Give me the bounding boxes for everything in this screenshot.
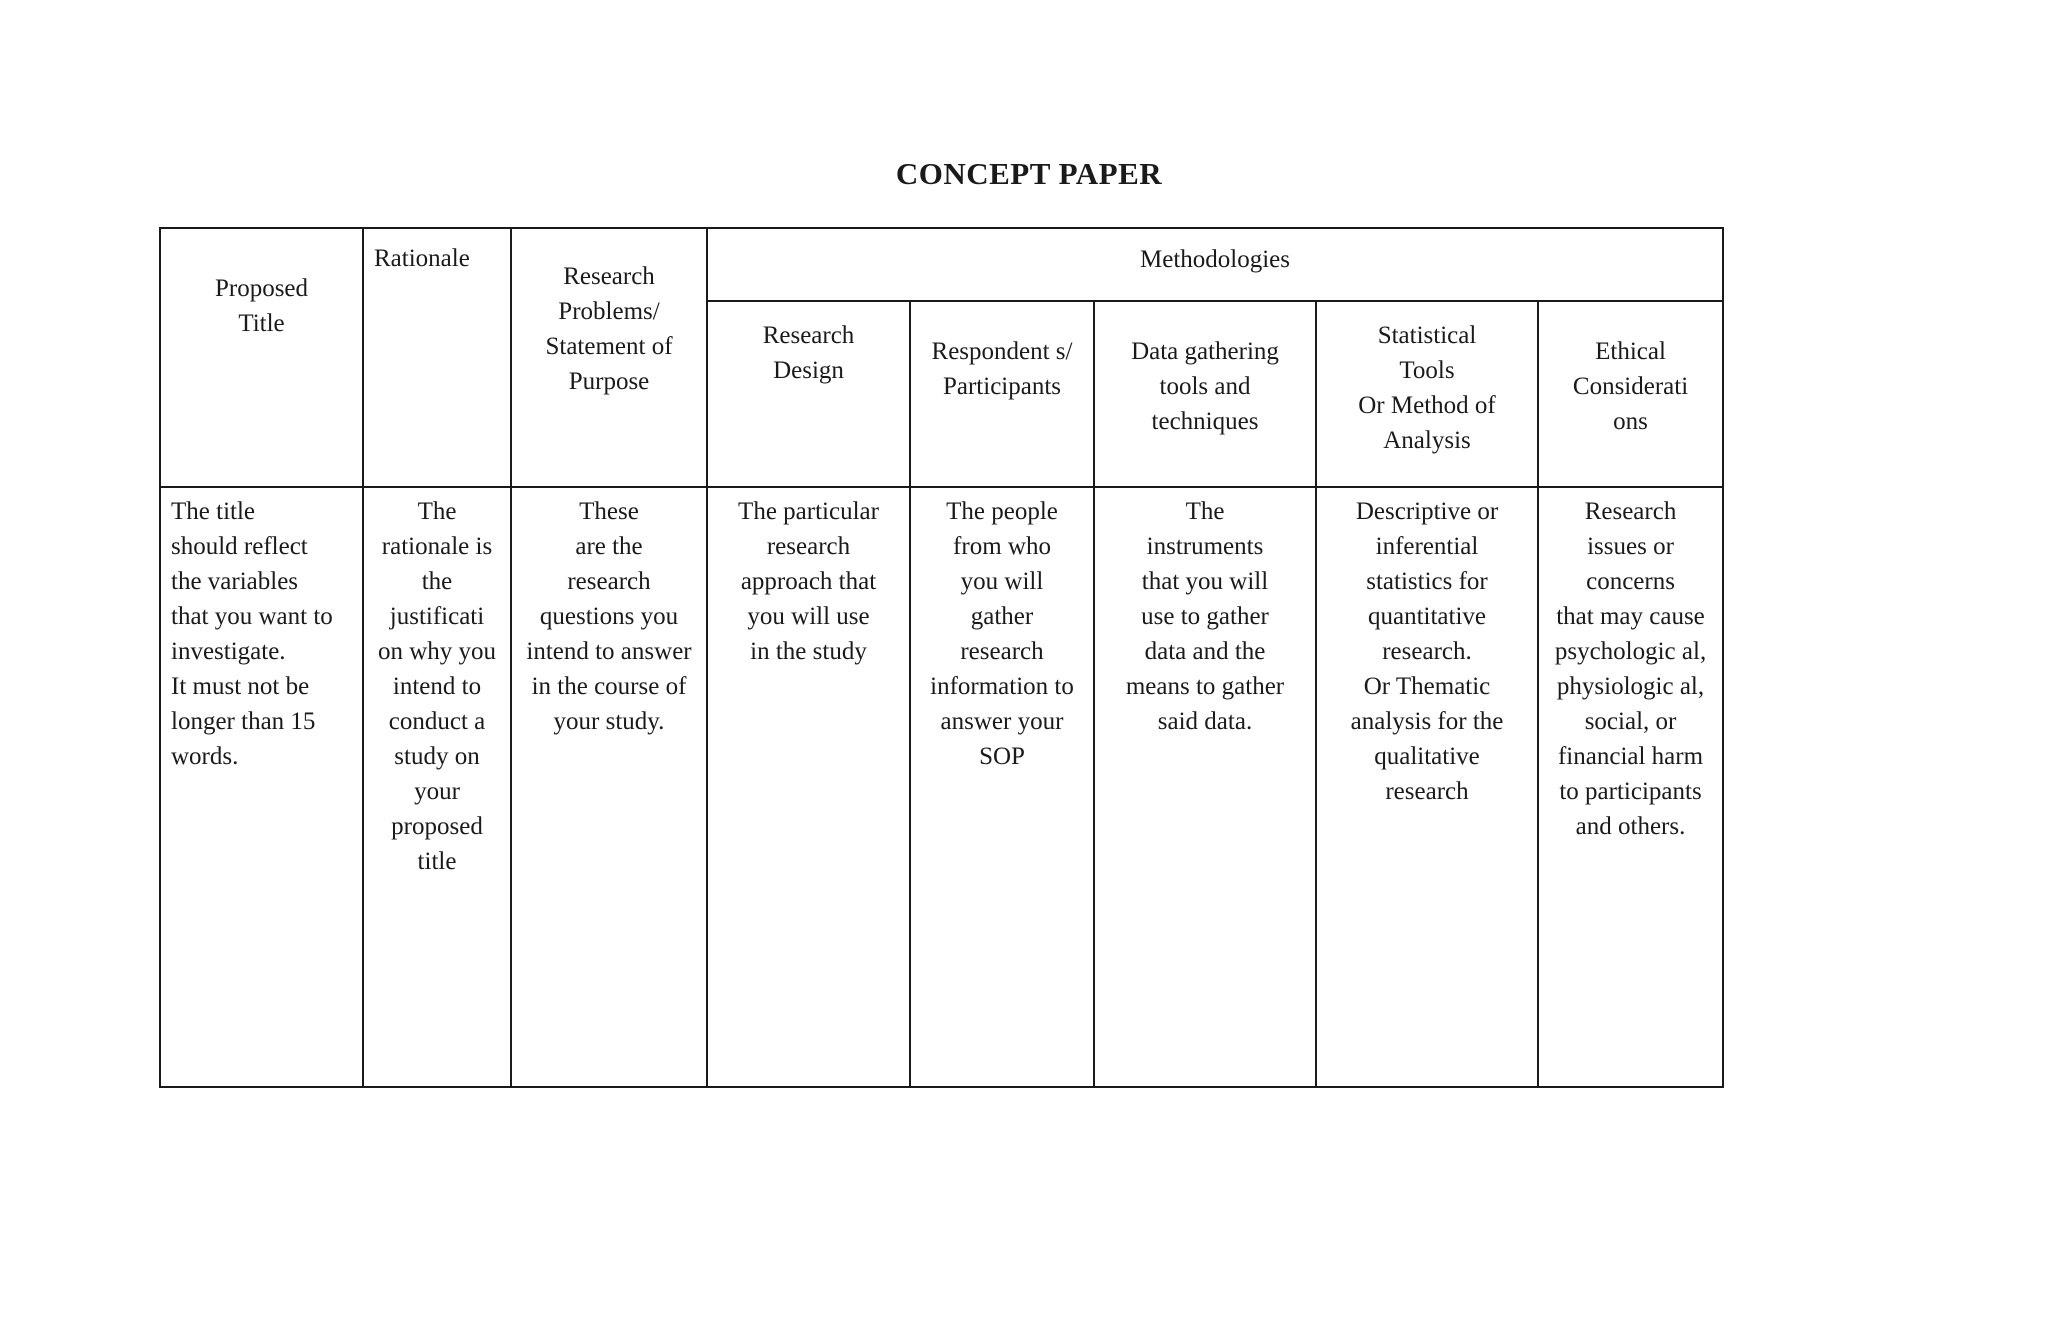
body-proposed-title: The title should reflect the variables that you want to investigate. It must not be longer than 15 words. [160, 487, 363, 1087]
header-research-design: Research Design [707, 301, 910, 487]
header-ethical-considerations: Ethical Considerati ons [1538, 301, 1723, 487]
header-respondents: Respondent s/ Participants [910, 301, 1094, 487]
body-respondents: The people from who you will gather research information to answer your SOP [910, 487, 1094, 1087]
concept-paper-table [159, 227, 1724, 1088]
header-methodologies: Methodologies [707, 228, 1723, 301]
body-ethical-considerations: Research issues or concerns that may cause psychologic al, physiologic al, social, or financial harm to participants and others. [1538, 487, 1723, 1087]
header-statistical-tools: Statistical Tools Or Method of Analysis [1316, 301, 1538, 487]
body-data-gathering: The instruments that you will use to gather data and the means to gather said data. [1094, 487, 1316, 1087]
header-rationale: Rationale [363, 228, 511, 487]
body-row [160, 487, 1723, 1087]
page-title: CONCEPT PAPER [895, 156, 1163, 191]
body-research-problems: These are the research questions you intend to answer in the course of your study. [511, 487, 707, 1087]
body-research-design: The particular research approach that you will use in the study [707, 487, 910, 1087]
header-proposed-title: Proposed Title [160, 228, 363, 487]
header-research-problems: Research Problems/ Statement of Purpose [511, 228, 707, 487]
header-data-gathering: Data gathering tools and techniques [1094, 301, 1316, 487]
body-statistical-tools: Descriptive or inferential statistics for quantitative research. Or Thematic analysis for the qualitative research [1316, 487, 1538, 1087]
body-rationale: The rationale is the justificati on why you intend to conduct a study on your proposed title [363, 487, 511, 1087]
header-row-top [160, 228, 1723, 301]
